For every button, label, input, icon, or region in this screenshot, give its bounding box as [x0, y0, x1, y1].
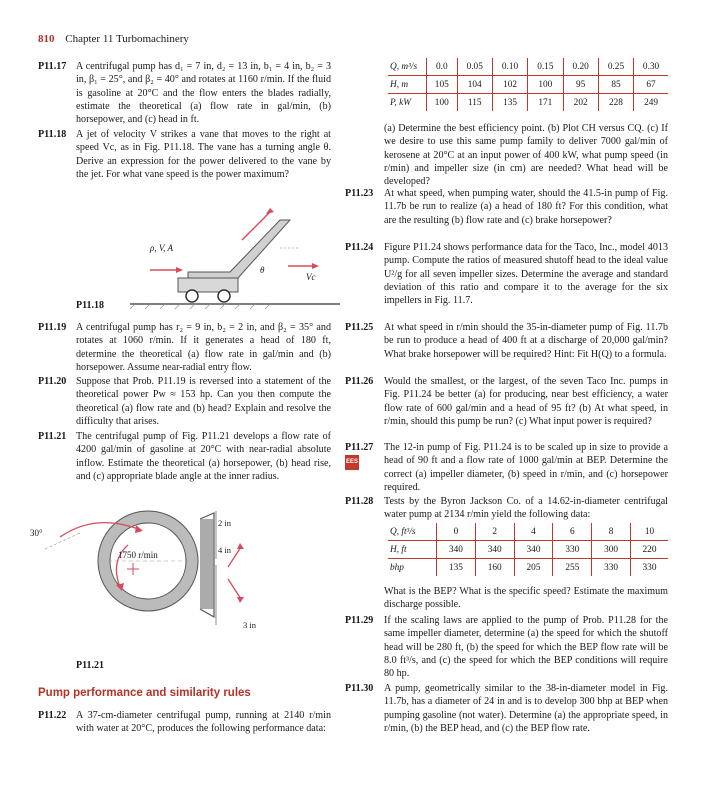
table-cell: 67 [634, 76, 668, 94]
problem-number: P11.30 [345, 683, 374, 694]
table-row [388, 541, 668, 559]
table-cell: 135 [437, 559, 476, 577]
problem-number: P11.28 [345, 496, 374, 507]
jet-label: ρ, V, A [150, 243, 173, 253]
dimension-2in: 2 in [218, 518, 231, 528]
problem-number: P11.23 [345, 188, 374, 199]
problem-p11-23 [345, 187, 668, 227]
problem-text: Tests by the Byron Jackson Co. of a 14.62-in-diameter centrifugal water pump at 2134 r/min yield the following data: [384, 496, 668, 521]
problem-p11-21 [38, 430, 331, 483]
problem-p11-17 [38, 60, 331, 126]
problem-p11-22 [38, 709, 331, 736]
row-label: P, kW [390, 97, 411, 108]
table-cell: 100 [427, 94, 458, 112]
table-cell: 104 [457, 76, 492, 94]
row-label: H, ft [388, 541, 437, 559]
table-cell: 105 [427, 76, 458, 94]
problem-text: A jet of velocity V strikes a vane that moves to the right at speed Vc, as in Fig. P11.18. The vane has a turning angle θ. Derive an expression for the power delivered to the vane by the jet. For what vane speed is the power maximum? [76, 129, 331, 180]
row-label: H, m [388, 76, 427, 94]
problem-text: A centrifugal pump has r₂ = 9 in, b₂ = 2 in, and β₂ = 35° and rotates at 1060 r/min. If it generates a head of 180 ft, determine the theoretical (a) flow rate in gal/min and (b) horsepower. Assume near-radial entry flow. [76, 322, 331, 373]
table-cell: 115 [457, 94, 492, 112]
problem-number: P11.21 [38, 431, 67, 442]
problem-number: P11.17 [38, 61, 67, 72]
problem-text: Would the smallest, or the largest, of the seven Taco Inc. pumps in Fig. P11.24 be better (a) for producing, near best efficiency, a water flow rate of 600 gal/min and a head of 95 ft? (b) At what speed, in r/min, should this pump be run? (c) What input power is required? [384, 376, 668, 427]
table-p11-28 [388, 523, 668, 576]
vane [188, 220, 290, 278]
problem-p11-28 [345, 495, 668, 522]
shroud [200, 519, 214, 609]
row-label: Q, ft³/s [388, 523, 437, 541]
table-cell: 10 [630, 523, 668, 541]
problem-p11-27 [345, 441, 668, 494]
problem-p11-29 [345, 614, 668, 680]
table-cell: 0.20 [563, 58, 598, 76]
table-cell: 300 [592, 541, 631, 559]
figure-p11-21 [30, 505, 320, 655]
problem-p11-18 [38, 128, 331, 181]
dimension-3in: 3 in [243, 620, 256, 630]
table-cell: 85 [598, 76, 633, 94]
table-cell: 340 [437, 541, 476, 559]
table-cell: 0.25 [598, 58, 633, 76]
table-cell: 340 [475, 541, 514, 559]
problem-number: P11.25 [345, 322, 374, 333]
problem-number: P11.27 [345, 442, 374, 453]
table-cell: 4 [514, 523, 553, 541]
problem-p11-19 [38, 321, 331, 374]
table-cell: 6 [553, 523, 592, 541]
problem-text: A pump, geometrically similar to the 38-in-diameter model in Fig. 11.7b, has a diameter of 24 in and is to develop 300 bhp at BEP when pumping gasoline (not water). Determine (a) the appropriate speed, in r/min, (b) the BEP head, and (c) the BEP flow rate. [384, 683, 668, 734]
problem-p11-22-questions: (a) Determine the best efficiency point. (b) Plot CH versus CQ. (c) If we desire to use this same pump family to deliver 7000 gal/min of kerosene at 20°C at an input power of 400 kW, what pump speed (in r/min) and impeller size (in cm) are needed? What head will be developed? [384, 123, 668, 188]
table-cell: 171 [528, 94, 563, 112]
table-row [388, 76, 668, 94]
problem-text: The centrifugal pump of Fig. P11.21 develops a flow rate of 4200 gal/min of gasoline at 20°C with near-radial absolute inflow. Estimate the theoretical (a) horsepower, (b) head rise, and (c) appropriate blade angle at the inner radius. [76, 431, 331, 482]
problem-number: P11.19 [38, 322, 67, 333]
problem-p11-28-questions: What is the BEP? What is the specific speed? Estimate the maximum discharge possible. [384, 586, 668, 611]
vane-speed-label: Vc [306, 272, 316, 282]
table-cell: 160 [475, 559, 514, 577]
chapter-title: Chapter 11 Turbomachinery [65, 33, 189, 45]
table-cell: 220 [630, 541, 668, 559]
problem-text: A centrifugal pump has d₁ = 7 in, d₂ = 13 in, b₁ = 4 in, b₂ = 3 in, β₁ = 25°, and β₂ = 40° and rotates at 1160 r/min. If the fluid is gasoline at 20°C and the flow enters the blades radially, estimate the theoretical (a) flow rate in gal/min, (b) horsepower, and (c) head in ft. [76, 61, 331, 126]
table-cell: 0.10 [492, 58, 527, 76]
problem-p11-25 [345, 321, 668, 361]
rotation-speed: 1750 r/min [118, 550, 158, 560]
problem-text: Figure P11.24 shows performance data for the Taco, Inc., model 4013 pump. Compute the ratios of measured shutoff head to the ideal value U²/g for all seven impeller sizes. Determine the average and standard deviation of this ratio and compare it to the average for the six impellers in Fig. 11.7. [384, 242, 668, 307]
dimension-4in: 4 in [218, 545, 231, 555]
figure-label-p11-21: P11.21 [76, 660, 105, 671]
page-header [38, 33, 189, 45]
ground-hatch [130, 304, 270, 309]
table-cell: 0.0 [427, 58, 458, 76]
problem-p11-20 [38, 375, 331, 428]
row-label: bhp [390, 562, 404, 573]
wheel-left [186, 290, 198, 302]
problem-p11-30 [345, 682, 668, 735]
table-cell: 95 [563, 76, 598, 94]
problem-p11-24 [345, 241, 668, 307]
problem-number: P11.22 [38, 710, 67, 721]
table-cell: 249 [634, 94, 668, 112]
table-cell: 205 [514, 559, 553, 577]
cart-body [178, 278, 238, 292]
table-row [388, 559, 668, 577]
row-label: Q, m³/s [388, 58, 427, 76]
wheel-right [218, 290, 230, 302]
table-cell: 330 [553, 541, 592, 559]
section-heading: Pump performance and similarity rules [38, 687, 251, 699]
table-row [388, 523, 668, 541]
table-p11-22 [388, 58, 668, 111]
problem-text: If the scaling laws are applied to the pump of Prob. P11.28 for the same impeller diameter, determine (a) the speed for which the shutoff head will be 280 ft, (b) the speed for which the BEP flow rate will be 8.0 ft³/s, and (c) the speed for which the BEP conditions will require 80 hp. [384, 615, 668, 680]
problem-text: The 12-in pump of Fig. P11.24 is to be scaled up in size to provide a head of 90 ft and a flow rate of 1000 gal/min at BEP. Determine the correct (a) impeller diameter, (b) speed in r/min, and (c) horsepower required. [384, 442, 668, 493]
table-cell: 2 [475, 523, 514, 541]
figure-p11-18 [130, 200, 350, 310]
table-cell: 0 [437, 523, 476, 541]
problem-p11-26 [345, 375, 668, 428]
table-cell: 202 [563, 94, 598, 112]
problem-number: P11.24 [345, 242, 374, 253]
problem-text: At what speed, when pumping water, should the 41.5-in pump of Fig. 11.7b be run to realize (a) a head of 180 ft? For this condition, what are the resulting (b) flow rate and (c) brake horsepower? [384, 188, 668, 226]
table-cell: 330 [592, 559, 631, 577]
table-cell: 0.30 [634, 58, 668, 76]
table-cell: 135 [492, 94, 527, 112]
table-cell: 0.05 [457, 58, 492, 76]
figure-label-p11-18: P11.18 [76, 300, 105, 311]
outlet-arrow-bottom [228, 579, 241, 599]
problem-number: P11.29 [345, 615, 374, 626]
table-cell: 0.15 [528, 58, 563, 76]
problem-number: P11.26 [345, 376, 374, 387]
problem-number: P11.18 [38, 129, 67, 140]
angle-label: θ [260, 265, 265, 275]
page-number: 810 [38, 33, 55, 45]
problem-number: P11.20 [38, 376, 67, 387]
vane-diagram [130, 200, 350, 310]
table-cell: 100 [528, 76, 563, 94]
table-cell: 228 [598, 94, 633, 112]
table-cell: 255 [553, 559, 592, 577]
table-cell: 330 [630, 559, 668, 577]
table-cell: 102 [492, 76, 527, 94]
angle-dim: 30° [30, 528, 43, 538]
table-cell: 340 [514, 541, 553, 559]
problem-text: Suppose that Prob. P11.19 is reversed into a statement of the theoretical power Pw ≈ 153 hp. Can you then compute the theoretical (a) flow rate and (b) head? Explain and resolve the difficulty that arises. [76, 376, 331, 427]
ees-badge: EES [345, 455, 359, 470]
problem-text: At what speed in r/min should the 35-in-diameter pump of Fig. 11.7b be run to produce a head of 400 ft at a discharge of 20,000 gal/min? What brake horsepower will be required? Hint: Fit H(Q) to a formula. [384, 322, 668, 360]
table-row [388, 58, 668, 76]
table-row [388, 94, 668, 112]
problem-text: A 37-cm-diameter centrifugal pump, running at 2140 r/min with water at 20°C, produces the following performance data: [76, 710, 331, 735]
table-cell: 8 [592, 523, 631, 541]
